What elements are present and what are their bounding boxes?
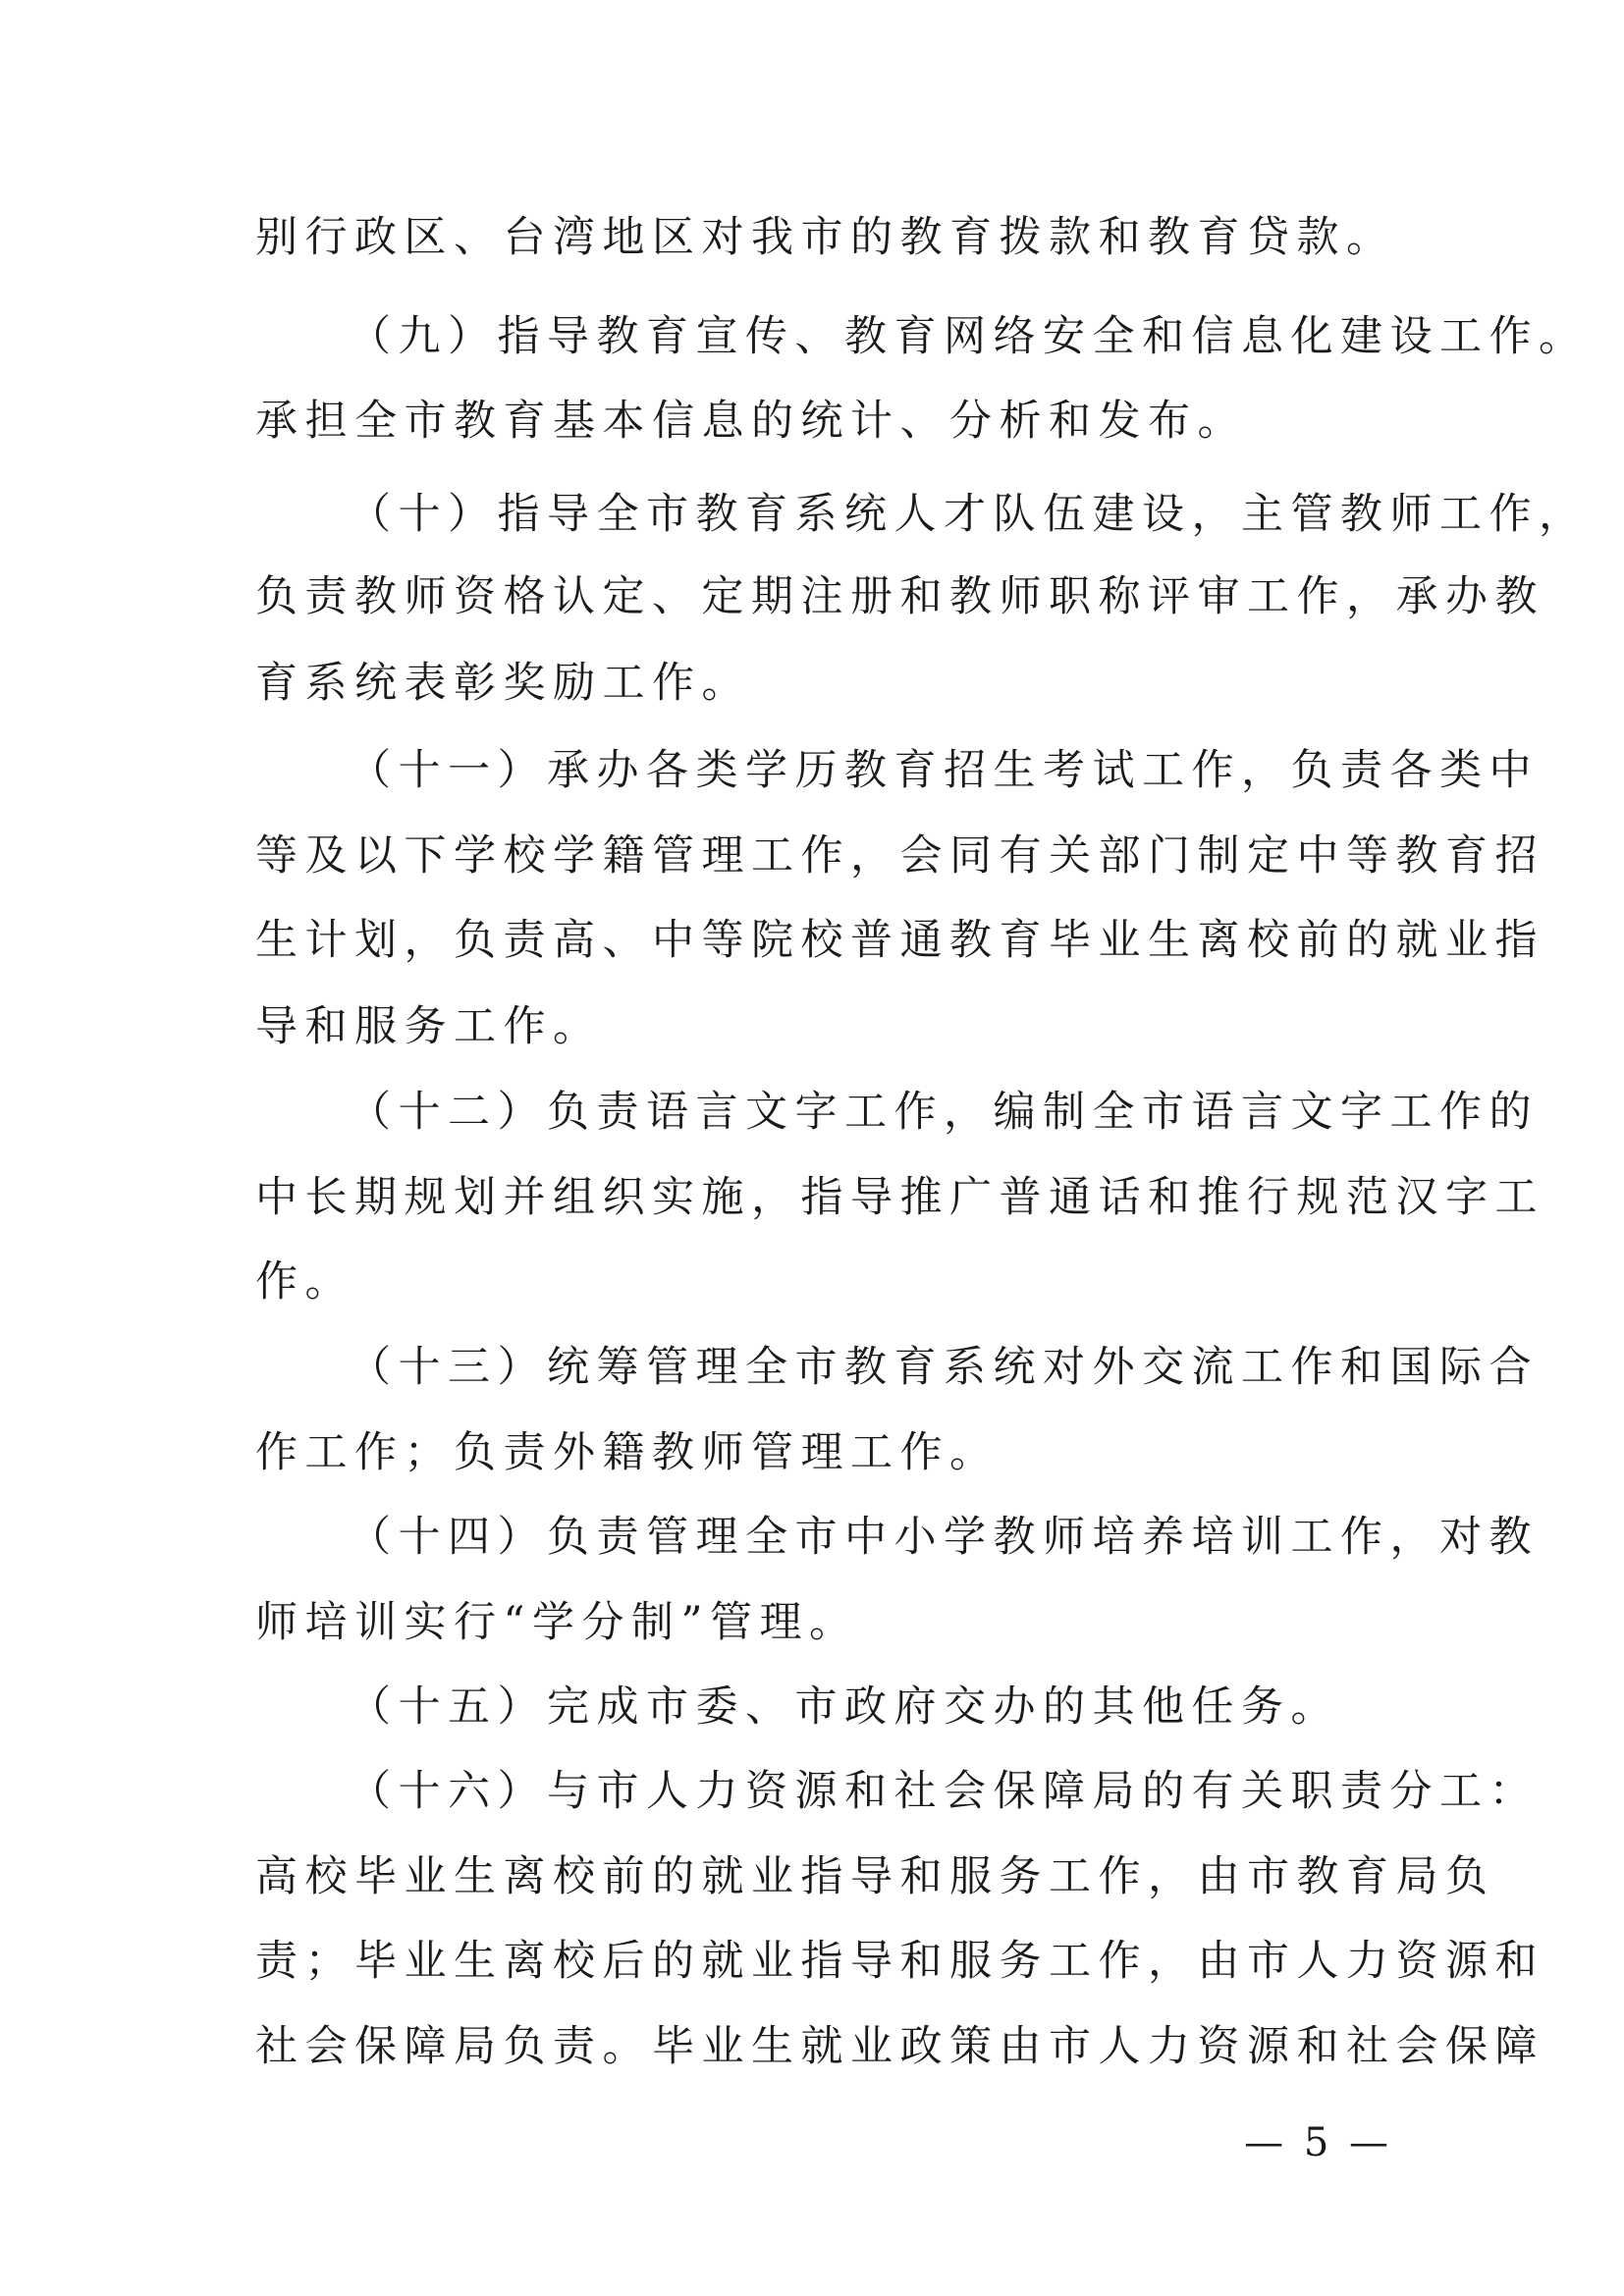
text-line: （十五）完成市委、市政府交办的其他任务。 (349, 1682, 1340, 1732)
text-line: 作。 (255, 1257, 354, 1307)
text-line: （十三）统筹管理全市教育系统对外交流工作和国际合 (349, 1343, 1539, 1392)
text-line: 社会保障局负责。毕业生就业政策由市人力资源和社会保障 (255, 2022, 1544, 2071)
text-line: （十一）承办各类学历教育招生考试工作，负责各类中 (349, 746, 1539, 795)
text-line: （九）指导教育宣传、教育网络安全和信息化建设工作。 (349, 312, 1589, 361)
text-line: （十）指导全市教育系统人才队伍建设，主管教师工作， (349, 490, 1589, 539)
text-line: 承担全市教育基本信息的统计、分析和发布。 (255, 397, 1247, 446)
text-line: 师培训实行“学分制”管理。 (255, 1598, 859, 1647)
text-line: 别行政区、台湾地区对我市的教育拨款和教育贷款。 (255, 213, 1396, 262)
page-number: — 5 — (1244, 2120, 1392, 2165)
text-line: 责；毕业生离校后的就业指导和服务工作，由市人力资源和 (255, 1937, 1544, 1986)
text-line: （十六）与市人力资源和社会保障局的有关职责分工： (349, 1767, 1539, 1816)
text-line: 导和服务工作。 (255, 1002, 603, 1051)
text-line: （十四）负责管理全市中小学教师培养培训工作，对教 (349, 1513, 1539, 1562)
text-line: 等及以下学校学籍管理工作，会同有关部门制定中等教育招 (255, 831, 1544, 881)
text-line: 生计划，负责高、中等院校普通教育毕业生离校前的就业指 (255, 916, 1544, 965)
text-line: 育系统表彰奖励工作。 (255, 659, 751, 708)
text-line: 负责教师资格认定、定期注册和教师职称评审工作，承办教 (255, 572, 1544, 621)
text-line: 中长期规划并组织实施，指导推广普通话和推行规范汉字工 (255, 1173, 1544, 1222)
text-line: 作工作；负责外籍教师管理工作。 (255, 1428, 1000, 1477)
text-line: （十二）负责语言文字工作，编制全市语言文字工作的 (349, 1088, 1539, 1137)
text-line: 高校毕业生离校前的就业指导和服务工作，由市教育局负 (255, 1852, 1495, 1901)
